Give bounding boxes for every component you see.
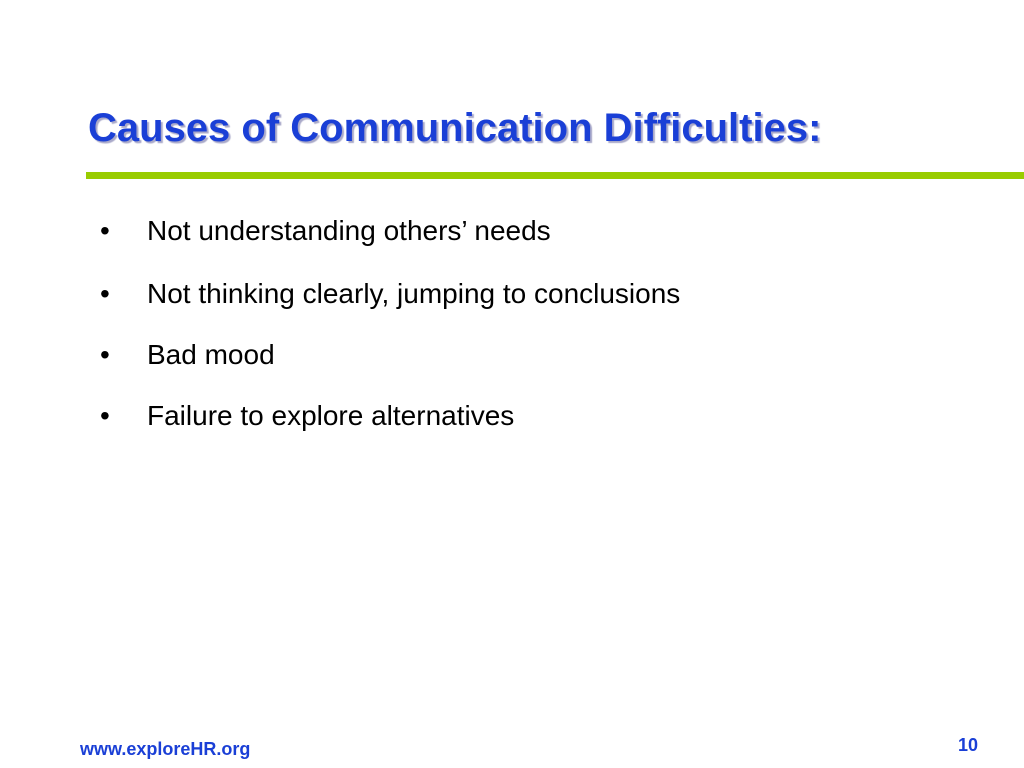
bullet-item bbox=[100, 338, 275, 372]
slide-page-number: 10 bbox=[958, 735, 979, 755]
bullet-item bbox=[100, 277, 680, 311]
bullet-icon: • bbox=[100, 400, 110, 431]
bullet-item bbox=[100, 214, 551, 248]
bullet-text: Failure to explore alternatives bbox=[147, 400, 515, 431]
bullet-icon: • bbox=[100, 278, 110, 309]
bullet-text: Not thinking clearly, jumping to conclusions bbox=[147, 278, 681, 309]
bullet-icon: • bbox=[100, 339, 110, 370]
bullet-item bbox=[100, 399, 514, 433]
title-underline-rule bbox=[86, 172, 1024, 179]
bullet-icon: • bbox=[100, 215, 110, 246]
bullet-text: Bad mood bbox=[147, 339, 275, 370]
slide-title: Causes of Communication Difficulties: bbox=[88, 106, 822, 150]
bullet-text: Not understanding others’ needs bbox=[147, 215, 551, 246]
footer-website-url: www.exploreHR.org bbox=[80, 739, 251, 759]
